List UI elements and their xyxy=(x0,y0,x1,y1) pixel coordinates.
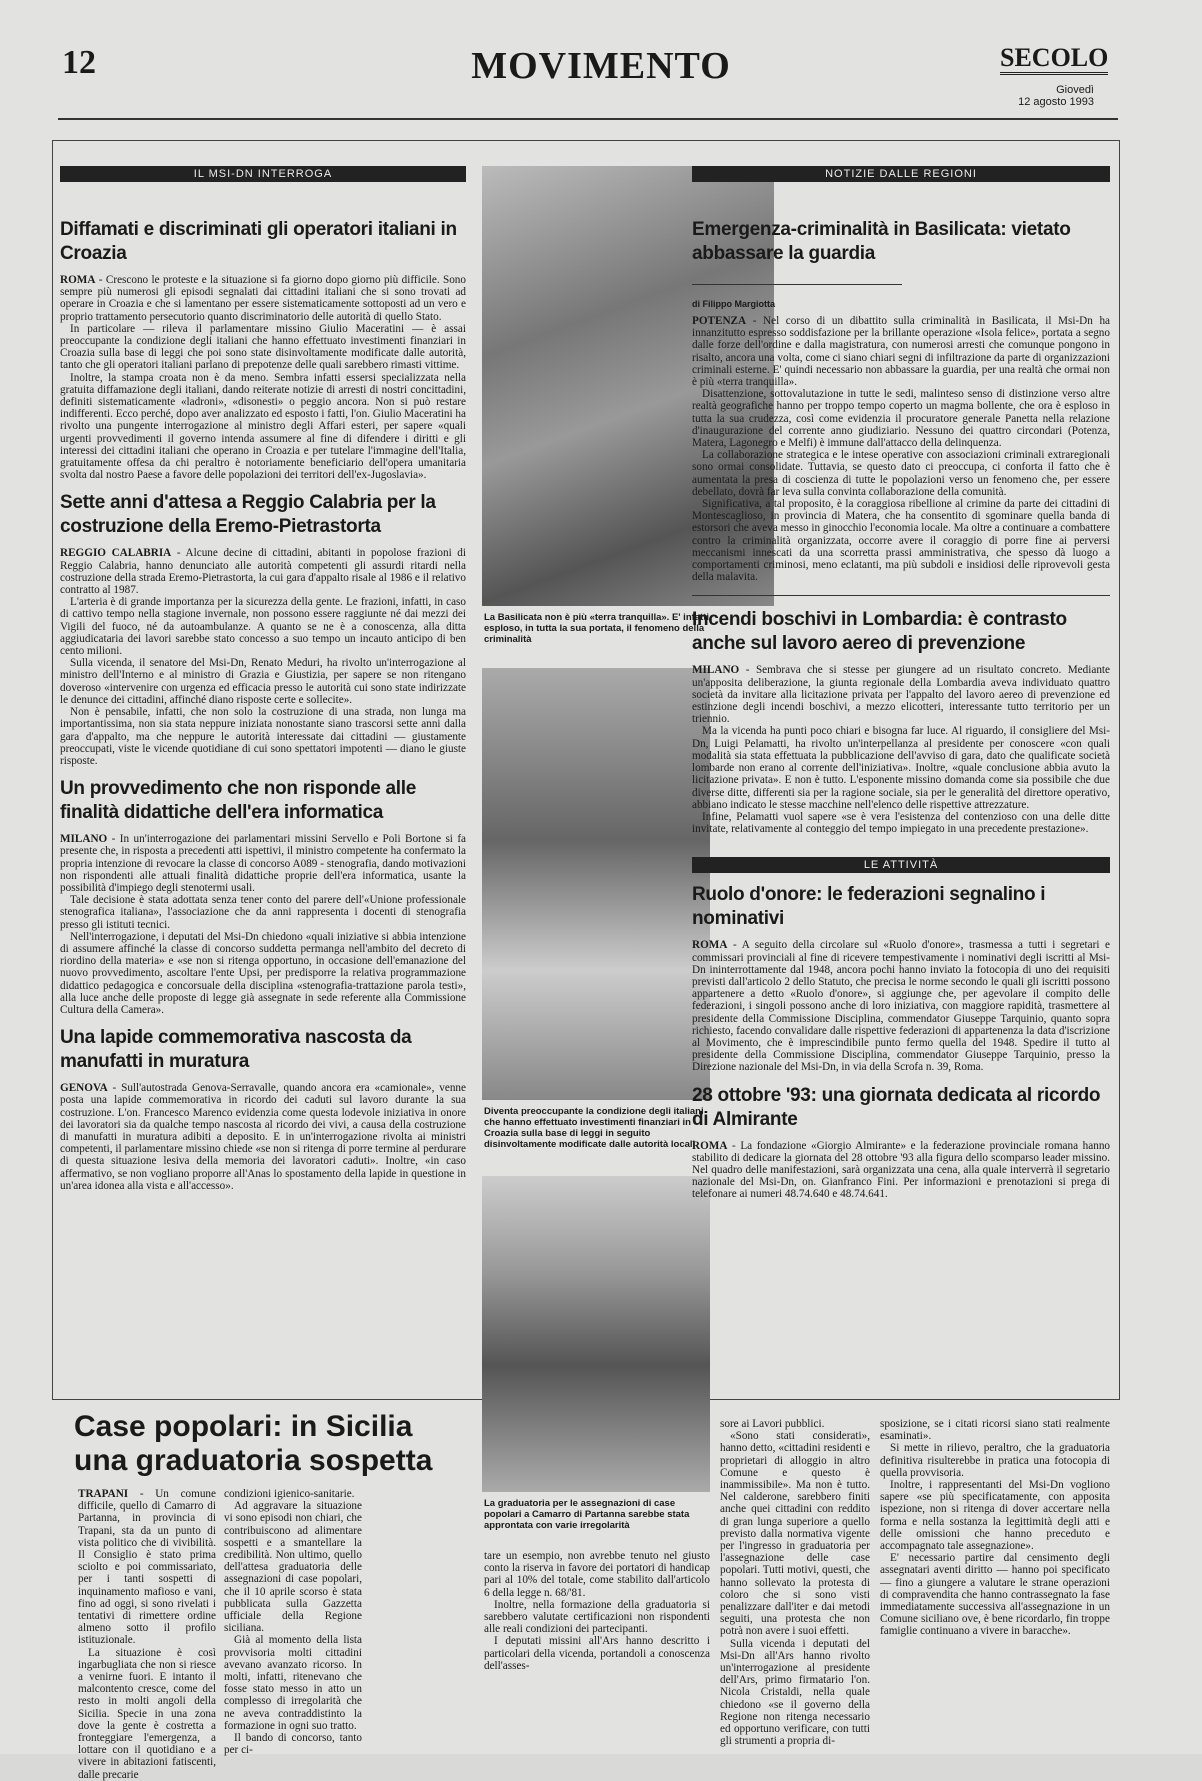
dateline: ROMA xyxy=(60,274,96,286)
paragraph-text: - Nel corso di un dibattito sulla criminalità in Basilicata, il Msi-Dn ha innanzitutto espresso soddisfazione per la brillante operazione «Isola felice», portata a segno dalle forze dell'ordine e dalla magistratura, con numerosi arresti che comunque pongono in risalto, ancora una volta, come ci siano chiari segni di infiltrazione da parte di organizzazioni criminali esterne. E' quindi necessario non abbassare la guardia, per una realtà che ormai non è più «terra tranquilla». xyxy=(692,315,1110,389)
paragraph-text: Ad aggravare la situazione vi sono episodi non chiari, che contribuiscono ad alimentare sospetti e a smantellare la credibilità. Non ultimo, quello dell'attesa graduatoria delle assegnazioni di case popolari, che il 10 aprile scorso è stata pubblicata sulla Gazzetta ufficiale della Regione siciliana. xyxy=(224,1500,362,1635)
paragraph-text: Sulla vicenda i deputati del Msi-Dn all'Ars hanno rivolto un'interrogazione al presidente dell'Ars, primo firmatario l'on. Nicola Cristaldi, nella quale chiedono «se il governo della Regione non ritenga necessario ed opportuno verificare, con tutti gli strumenti a propria di- xyxy=(720,1637,870,1748)
paragraph-text: E' necessario partire dal censimento degli assegnatari aventi diritto — hanno poi specificato — fino a giungere a valutare le strane operazioni di compravendita che hanno contrassegnato la fase immediatamente successiva all'assegnazione in un Comune siciliano ove, è bene ricordarlo, fin troppe famiglie continuano a vivere in baracche». xyxy=(880,1552,1110,1638)
article-paragraph xyxy=(880,1442,1110,1479)
article-paragraph xyxy=(484,1635,710,1672)
article-paragraph xyxy=(60,372,466,482)
article-paragraph xyxy=(60,894,466,931)
photo-caption: La Basilicata non è più «terra tranquilla». E' infatti esploso, in tutta la sua portata, il fenomeno della criminalità xyxy=(484,612,710,645)
paragraph-text: Ma la vicenda ha punti poco chiari e bisogna far luce. Al riguardo, il consigliere del Msi-Dn, Luigi Pelamatti, ha rivolto un'interpellanza al presidente per conoscere «con quali modalità sia stata effettuata la pubblicazione dell'avviso di gara, dato che qualificate società lombarde non erano al corrente dell'iniziativa». Inoltre, «quale conclusione abbia avuto la licitazione privata». E non è tutto. L'esponente missino domanda come sia possibile che due diverse ditte, differenti sia per la ragione sociale, sia per le generalità del direttore operativo, abbiano indicato le stesse macchine nell'elenco delle rispettive attrezzature. xyxy=(692,725,1110,811)
paragraph-text: I deputati missini all'Ars hanno descritto i particolari della vicenda, portandoli a conoscenza dell'asses- xyxy=(484,1635,710,1672)
article-paragraph xyxy=(78,1647,216,1781)
left-column xyxy=(60,166,466,1192)
paragraph-text: - A seguito della circolare sul «Ruolo d'onore», trasmessa a tutti i segretari e commissari provinciali al fine di ricevere tempestivamente i nominativi degli iscritti al Msi-Dn ininterrottamente dal 1948, ancora pochi hanno inviato la fotocopia di uno dei requisiti previsti dall'articolo 2 dello Statuto, che precisa le norme secondo le quali gli iscritti possono appartenere a detto «Ruolo d'onore», si aggiunge che, per agevolare il compito delle federazioni, i singoli possono anche di loro iniziativa, con maggiore rapidità, trasmettere al presidente della Commissione Disciplina, commendator Giuseppe Tarquinio, quanto sopra richiesto, facendo convalidare dalle rispettive federazioni di appartenenza la data d'iscrizione al Movimento, che è imprescindibile punto fermo quella del 1948. Spedire il tutto al presidente della Commissione Disciplina, commendator Giuseppe Tarquinio, presso la Direzione nazionale del Msi-Dn, in via della Scrofa n. 39, Roma. xyxy=(692,939,1111,1074)
right-column xyxy=(692,166,1110,1201)
article-title: Emergenza-criminalità in Basilicata: vietato abbassare la guardia xyxy=(692,219,1071,264)
article-paragraph xyxy=(720,1638,870,1748)
article-paragraph xyxy=(60,1082,466,1192)
paragraph-text: Il bando di concorso, tanto per ci- xyxy=(224,1732,362,1757)
article-paragraph xyxy=(60,547,466,596)
article-paragraph xyxy=(224,1488,362,1500)
article-title: Sette anni d'attesa a Reggio Calabria per la costruzione della Eremo-Pietrastorta xyxy=(60,492,436,538)
article-paragraph xyxy=(692,664,1110,725)
paragraph-text: Nell'interrogazione, i deputati del Msi-Dn chiedono «quali iniziative si abbia intenzione di assumere affinché la classe di concorso suddetta permanga nell'ambito del decreto di riordino della materia» e «se non si ritenga opportuno, in occasione dell'emanazione del nuovo provvedimento, ascoltare l'ente Upsi, per predisporre la relativa programmazione didattico pedagogica e concorsuale della disciplina «stenografia-trattazione parola testi», alla luce anche delle proposte di legge già assegnate in sede referente alla Commissione Cultura della Camera». xyxy=(60,930,466,1016)
article-paragraph xyxy=(692,388,1110,449)
paragraph-text: - La fondazione «Giorgio Almirante» e la federazione provinciale romana hanno stabilito di dedicare la giornata del 28 ottobre '93 alla figura dello scomparso leader missino. Nel quadro delle manifestazioni, sarà organizzata una cena, alla quale interverrà il segretario nazionale del Msi-Dn, on. Gianfranco Fini. Per informazioni e prenotazioni si prega di telefonare ai numeri 48.74.640 e 48.74.641. xyxy=(692,1139,1111,1201)
article-paragraph xyxy=(720,1430,870,1637)
article-paragraph xyxy=(692,449,1110,498)
article-paragraph xyxy=(880,1479,1110,1552)
paragraph-text: tare un esempio, non avrebbe tenuto nel giusto conto la riserva in favore dei portatori di handicap pari al 10% del totale, come stabilito dall'articolo 6 della legge n. 68/'81. xyxy=(484,1550,710,1599)
bottom-article-column xyxy=(720,1418,870,1747)
dateline: ROMA xyxy=(692,939,728,952)
section-bar: NOTIZIE DALLE REGIONI xyxy=(692,166,1110,182)
paragraph-text: Inoltre, nella formazione della graduatoria si sarebbero valutate certificazioni non rispondenti alle reali condizioni dei partecipanti. xyxy=(484,1598,710,1636)
article-paragraph xyxy=(60,706,466,767)
dateline: ROMA xyxy=(692,1139,728,1152)
paragraph-text: L'arteria è di grande importanza per la sicurezza della gente. Le frazioni, infatti, in caso di cattivo tempo nella stagione invernale, non possono essere raggiunte né dai mezzi dei Vigili del fuoco, né da autoambulanze. A quanto se ne è a conoscenza, alla ditta aggiudicataria dei lavori sarebbe stato concesso a suo tempo un incauto anticipo di ben cento milioni. xyxy=(60,596,466,658)
header-rule xyxy=(58,118,1118,120)
paragraph-text: Tale decisione è stata adottata senza tener conto del parere dell'«Unione professionale stenografica italiana», l'associazione che da anni rappresenta i docenti di stenografia presso gli istituti tecnici. xyxy=(60,894,466,931)
article-paragraph xyxy=(60,274,466,323)
article-paragraph xyxy=(224,1732,362,1756)
article-paragraph xyxy=(692,725,1110,810)
dateline: TRAPANI xyxy=(78,1488,129,1500)
article-paragraph xyxy=(60,657,466,706)
article-paragraph xyxy=(60,323,466,372)
bottom-article-column xyxy=(78,1488,216,1781)
article-paragraph xyxy=(484,1550,710,1599)
article-title: 28 ottobre '93: una giornata dedicata al ricordo di Almirante xyxy=(692,1084,1101,1130)
paragraph-text: sposizione, se i citati ricorsi siano stati realmente esaminati». xyxy=(880,1418,1110,1443)
dateline: MILANO xyxy=(60,833,108,846)
paragraph-text: - Sembrava che si stesse per giungere ad un risultato concreto. Mediante un'apposita deliberazione, la giunta regionale della Lombardia aveva individuato quattro società da invitare alla licitazione privata per l'appalto del lavoro aereo di prevenzione ed estinzione degli incendi boschivi, a mezzo elicotteri, interessante tutto territorio per un triennio. xyxy=(692,664,1110,726)
paragraph-text: In particolare — rileva il parlamentare missino Giulio Maceratini — è assai preoccupante la condizione degli italiani che hanno effettuato investimenti finanziari in Croazia sulla base di leggi che poi sono state disinvoltamente modificate dalle autorità, tanto che gli operatori italiani parlano di prepotenze delle quali sarebbero rimasti vittime. xyxy=(60,322,466,372)
paragraph-text: Disattenzione, sottovalutazione in tutte le sedi, malinteso senso di distinzione verso altre realtà geografiche hanno per troppo tempo coperto un magma bollente, che ora è esploso in tutta la sua crudezza, così come evidenzia il procuratore generale Panetta nella relazione d'inaugurazione del corrente anno giudiziario. Nessuno dei quattro circondari (Potenza, Matera, Lagonegro e Melfi) è immune dall'attacco della delinquenza. xyxy=(692,388,1110,450)
bottom-article-column xyxy=(224,1488,362,1756)
article-paragraph xyxy=(720,1418,870,1430)
article-title: Diffamati e discriminati gli operatori italiani in Croazia xyxy=(60,219,457,264)
article-paragraph xyxy=(692,315,1110,388)
paragraph-text: Infine, Pelamatti vuol sapere «se è vera l'esistenza del contenzioso con una delle ditte invitate, relativamente al conteggio del tempo impiegato in una precedente prestazione». xyxy=(692,810,1110,836)
issue-date-text: 12 agosto 1993 xyxy=(1018,96,1094,108)
dateline: MILANO xyxy=(692,664,740,677)
newspaper-logo: SECOLO xyxy=(1000,44,1108,75)
page-number: 12 xyxy=(62,44,96,81)
photo-caption: La graduatoria per le assegnazioni di case popolari a Camarro di Partanna sarebbe stata approntata con varie irregolarità xyxy=(484,1498,690,1531)
article-paragraph xyxy=(78,1488,216,1647)
article-title: Case popolari: in Sicilia una graduatoria sospetta xyxy=(74,1410,433,1477)
divider xyxy=(692,595,1110,596)
paragraph-text: condizioni igienico-sanitarie. xyxy=(224,1488,355,1500)
article-title: Un provvedimento che non risponde alle finalità didattiche dell'era informatica xyxy=(60,778,416,824)
photo-houses xyxy=(482,1176,710,1492)
paragraph-text: «Sono stati considerati», hanno detto, «cittadini residenti e proprietari di alloggio in altro Comune e questo è inammissibile». Ma non è tutto. Nel calderone, sarebbero finiti anche quei cittadini con reddito di gran lunga superiore a quello previsto dalla normativa vigente per l'ingresso in graduatoria per l'assegnazione delle case popolari. Tutti motivi, questi, che hanno sollevato la protesta di coloro che si sono visti penalizzare dall'iter e dai metodi seguiti, una protesta che non potrà non avere i suoi effetti. xyxy=(720,1430,870,1638)
paragraph-text: La situazione è così ingarbugliata che non si riesce a venirne fuori. E intanto il malcontento cresce, come del resto in molti angoli della Sicilia. Specie in una zona dove la gente è costretta a fronteggiare l'emergenza, a lottare con il quotidiano e a vivere in abitazioni fatiscenti, dalle precarie xyxy=(78,1646,216,1781)
article-title: Incendi boschivi in Lombardia: è contrasto anche sul lavoro aereo di prevenzione xyxy=(692,609,1067,655)
section-bar: IL MSI-DN INTERROGA xyxy=(60,166,466,182)
paragraph-text: Inoltre, i rappresentanti del Msi-Dn vogliono sapere «se più specificatamente, con apposita ispezione, non si ritenga di dover accertare nella forma e nella sostanza la legittimità degli atti e delle omissioni che hanno preceduto e accompagnato tale assegnazione». xyxy=(880,1479,1110,1553)
issue-day: Giovedì xyxy=(1056,84,1094,96)
paragraph-text: - Un comune difficile, quello di Camarro di Partanna, in provincia di Trapani, sta da un punto di vista politico che di vivibilità. Il Consiglio è stato prima sciolto e poi commissariato, per i tanti sospetti di inquinamento mafioso e vani, fino ad oggi, si sono rivelati i tentativi di rimettere ordine almeno sotto il profilo istituzionale. xyxy=(78,1488,216,1647)
dateline: GENOVA xyxy=(60,1082,108,1095)
paragraph-text: - Alcune decine di cittadini, abitanti in popolose frazioni di Reggio Calabria, hanno denunciato alle autorità competenti gli assurdi ritardi nella costruzione della strada Eremo-Pietrastorta, la cui gara d'appalto risale al 1986 e il relativo contratto al 1987. xyxy=(60,547,467,597)
article-paragraph xyxy=(880,1552,1110,1637)
bottom-article-column xyxy=(880,1418,1110,1638)
paragraph-text: - In un'interrogazione dei parlamentari missini Servello e Poli Bortone si fa presente che, in risposta a precedenti atti ispettivi, il ministro competente ha confermato la propria intenzione di revocare la classe di concorso A089 - stenografia, dando motivazioni non rispondenti alle attuali finalità didattiche proprie dell'era informatica, usante la possibilità d'impiego degli stenotermi usali. xyxy=(60,833,467,894)
bottom-headline xyxy=(74,1406,474,1488)
article-paragraph xyxy=(60,931,466,1016)
article-paragraph xyxy=(60,833,466,894)
article-title: Una lapide commemorativa nascosta da manufatti in muratura xyxy=(60,1027,412,1073)
dateline: REGGIO CALABRIA xyxy=(60,547,172,560)
article-paragraph xyxy=(880,1418,1110,1442)
paragraph-text: - Sull'autostrada Genova-Serravalle, quando ancora era «camionale», venne posta una lapide commemorativa in ricordo dei caduti sul lavoro durante la sua costruzione. L'on. Francesco Marenco evidenzia come questa lodevole iniziativa in onore dei lavoratori sia da qualche tempo nascosta al ricordo dei vivi, a causa della costruzione di manufatti in muratura adibiti a deposito. E in un'interrogazione rivolta ai ministri competenti, il parlamentare missino chiede «se non si ritenga di porre termine al perdurare di questa situazione lesiva della memoria dei lavoratori caduti». Inoltre, «in caso affermativo, se non vogliano proporre all'Anas lo spostamento della lapide in questione in un'area idonea alla vista e all'accesso». xyxy=(60,1082,466,1192)
issue-date xyxy=(960,84,1094,108)
article-paragraph xyxy=(692,939,1110,1073)
article-paragraph xyxy=(692,811,1110,835)
article-paragraph xyxy=(60,596,466,657)
paragraph-text: La collaborazione strategica e le intese operative con associazioni criminali extraregionali sono ormai consolidate. Tuttavia, se questo dato ci preoccupa, ci conforta il fatto che è aumentata la presa di coscienza di tutte le popolazioni verso un fenomeno che, per essere debellato, dovrà far leva sulla convinta collaborazione della comunità. xyxy=(692,449,1110,498)
photo-caption: Diventa preoccupante la condizione degli italiani che hanno effettuato investimenti finanziari in Croazia sulla base di leggi in seguito disinvoltamente modificate dalle autorità locali xyxy=(484,1106,704,1150)
paragraph-text: Inoltre, la stampa croata non è da meno. Sembra infatti essersi specializzata nella gratuita diffamazione degli italiani, dando reiterate notizie di arresti di nostri concittadini, definiti sistematicamente «ladroni», «disonesti» o peggio ancora. Non si può restare indifferenti. Ecco perché, dopo aver analizzato ed esposto i fatti, l'on. Giulio Maceratini ha rivolto una pungente interrogazione al ministro degli Affari esteri, per sapere «quali urgenti provvedimenti il governo intenda assumere al fine di difendere i diritti e gli interessi dei cittadini italiani che operano in Croazia e per tutelare l'immagine dell'Italia, gratuitamente offesa da chi peraltro è notoriamente beneficiario dell'opera umanitaria svolta dal nostro Paese a favore delle popolazioni dei territori dell'ex-Jugoslavia». xyxy=(60,371,466,482)
section-bar: LE ATTIVITÀ xyxy=(692,857,1110,873)
article-title: Ruolo d'onore: le federazioni segnalino i nominativi xyxy=(692,884,1046,930)
article-paragraph xyxy=(692,498,1110,583)
paragraph-text: Significativa, a tal proposito, è la coraggiosa ribellione al crimine da parte dei cittadini di Montescaglioso, in provincia di Matera, che ha consentito di sgominare quella banda di estorsori che aveva messo in ginocchio l'economia locale. Ma oltre a continuare a combattere contro la criminalità organizzata, occorre avere il coraggio di porre fine ai perversi meccanismi innescati da una scorretta prassi amministrativa, che spesso dà luogo a comportamenti criminosi, meno eclatanti, ma più subdoli e insidiosi delle riprovevoli gesta della malavita. xyxy=(692,498,1110,584)
photo-cyclist xyxy=(482,668,710,1100)
paragraph-text: - Crescono le proteste e la situazione si fa giorno dopo giorno più difficile. Sono sempre più numerosi gli episodi segnalati dai cittadini italiani che si sono trovati ad operare in Croazia e che si lamentano per essere sistematicamente sottoposti ad un vero e proprio trattamento persecutorio quanto discriminatorio delle autorità di quello Stato. xyxy=(60,274,466,323)
dateline: POTENZA xyxy=(692,315,747,327)
paragraph-text: Si mette in rilievo, peraltro, che la graduatoria definitiva risulterebbe in pratica una fotocopia di quella provvisoria. xyxy=(880,1442,1110,1479)
paragraph-text: sore ai Lavori pubblici. xyxy=(720,1418,825,1430)
article-paragraph xyxy=(224,1500,362,1634)
article-paragraph xyxy=(224,1634,362,1732)
paragraph-text: Già al momento della lista provvisoria molti cittadini avevano avanzato ricorso. In molti, infatti, ritenevano che fosse stato messo in atto un complesso di irregolarità che ne aveva contraddistinto la formazione in ogni suo tratto. xyxy=(224,1634,362,1732)
paragraph-text: Non è pensabile, infatti, che non solo la costruzione di una strada, non lunga ma importantissima, non sia stata neppure iniziata nonostante siano trascorsi sette anni dalla gara d'appalto, ma che neppure le autorità interessate dai cittadini — giustamente preoccupati, viste le vicende quotidiane di cui sono spettatori impotenti — diano le giuste risposte. xyxy=(60,706,466,767)
article-paragraph xyxy=(692,1140,1110,1201)
bottom-article-column xyxy=(484,1550,710,1672)
byline: di Filippo Margiotta xyxy=(692,284,902,309)
article-paragraph xyxy=(484,1599,710,1636)
paragraph-text: Sulla vicenda, il senatore del Msi-Dn, Renato Meduri, ha rivolto un'interrogazione al ministro dell'Interno e al ministro di Grazia e Giustizia, per sapere se non ritengano doveroso «intervenire con urgenza ed efficacia presso le autorità cui sono state indirizzate le denunce dei cittadini, affinché diano risposte certe e sollecite». xyxy=(60,657,466,706)
section-title: MOVIMENTO xyxy=(471,45,731,87)
